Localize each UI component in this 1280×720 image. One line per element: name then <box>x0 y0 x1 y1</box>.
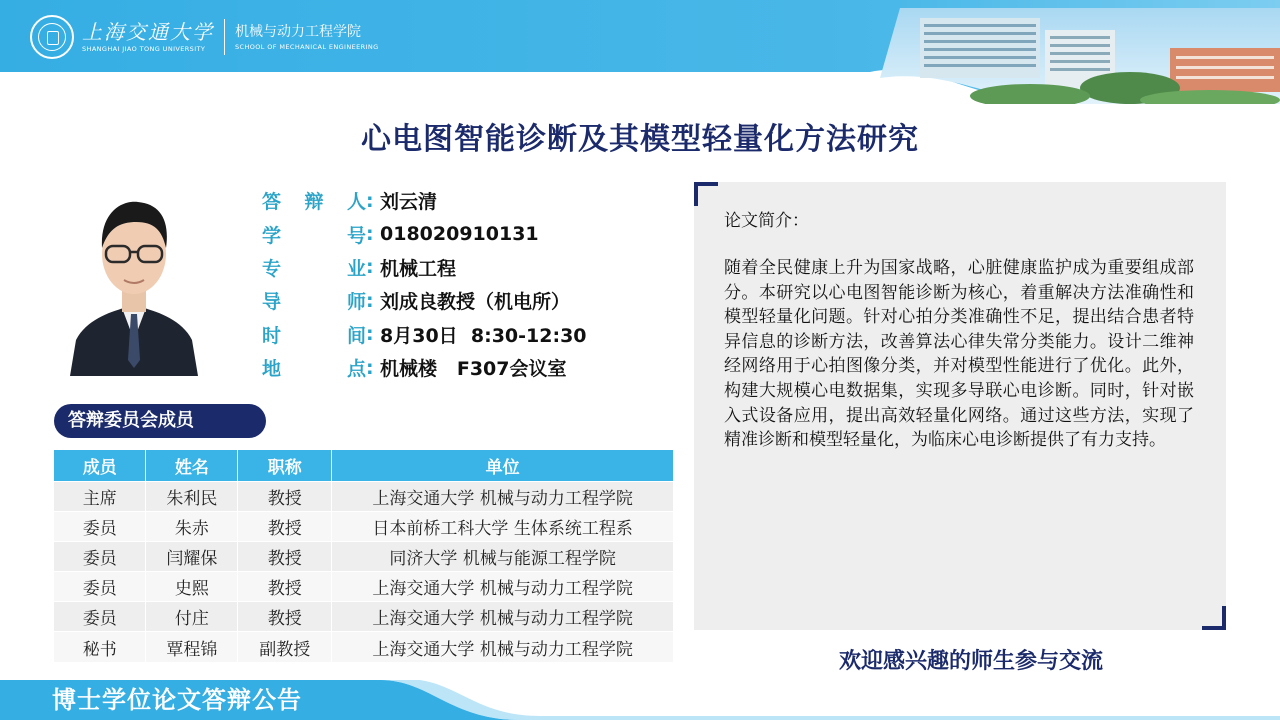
info-colon: : <box>366 256 374 279</box>
committee-table <box>54 450 674 662</box>
table-cell: 日本前桥工科大学 生体系统工程系 <box>332 511 674 541</box>
info-row-location <box>262 351 662 384</box>
page-title: 心电图智能诊断及其模型轻量化方法研究 <box>361 122 919 157</box>
info-label: 学 号 <box>262 224 366 247</box>
table-row <box>54 541 674 571</box>
table-row <box>54 481 674 511</box>
table-row <box>54 602 674 632</box>
table-header: 姓名 <box>146 450 238 481</box>
info-row-defender <box>262 184 662 217</box>
table-row <box>54 632 674 662</box>
university-name-en: SHANGHAI JIAO TONG UNIVERSITY <box>82 45 206 53</box>
info-value: 机械楼 F307会议室 <box>380 358 567 381</box>
table-row <box>54 511 674 541</box>
info-label: 时 间 <box>262 324 366 347</box>
welcome-message: 欢迎感兴趣的师生参与交流 <box>838 649 1103 674</box>
campus-photo <box>880 8 1280 104</box>
table-cell: 教授 <box>238 572 332 602</box>
table-cell: 委员 <box>54 572 146 602</box>
info-row-major <box>262 251 662 284</box>
table-cell: 闫耀保 <box>146 541 238 571</box>
info-value: 8月30日 8:30-12:30 <box>380 324 587 347</box>
table-cell: 副教授 <box>238 632 332 662</box>
table-header: 成员 <box>54 450 146 481</box>
table-header-row <box>54 450 674 481</box>
university-name <box>82 20 214 54</box>
table-cell: 上海交通大学 机械与动力工程学院 <box>332 572 674 602</box>
info-row-time <box>262 318 662 351</box>
info-colon: : <box>366 323 374 346</box>
table-cell: 付庄 <box>146 602 238 632</box>
table-row <box>54 572 674 602</box>
corner-bracket-top-left <box>694 182 718 206</box>
info-value: 018020910131 <box>380 223 539 246</box>
table-header: 单位 <box>332 450 674 481</box>
table-cell: 教授 <box>238 511 332 541</box>
school-name-en: SCHOOL OF MECHANICAL ENGINEERING <box>235 43 379 51</box>
logo-divider <box>224 19 225 55</box>
abstract-body: 随着全民健康上升为国家战略，心脏健康监护成为重要组成部分。本研究以心电图智能诊断为核心，着重解决方法准确性和模型轻量化问题。针对心拍分类准确性不足，提出结合患者特异信息的诊断方法，改善算法心律失常分类能力。设计二维神经网络用于心拍图像分类，并对模型性能进行了优化。此外，构建大规模心电数据集，实现多导联心电诊断。同时，针对嵌入式设备应用，提出高效轻量化网络。通过这些方法，实现了精准诊断和模型轻量化，为临床心电诊断提供了有力支持。 <box>724 258 1194 451</box>
university-name-cn: 上海交通大学 <box>82 20 214 44</box>
table-cell: 覃程锦 <box>146 632 238 662</box>
table-cell: 教授 <box>238 541 332 571</box>
table-cell: 朱赤 <box>146 511 238 541</box>
table-cell: 主席 <box>54 481 146 511</box>
candidate-info <box>262 184 662 384</box>
university-seal-icon <box>30 15 74 59</box>
table-cell: 秘书 <box>54 632 146 662</box>
table-cell: 教授 <box>238 481 332 511</box>
info-label: 答 辩 人 <box>262 191 366 214</box>
school-name <box>235 22 379 52</box>
candidate-photo <box>66 190 202 376</box>
table-cell: 上海交通大学 机械与动力工程学院 <box>332 602 674 632</box>
info-value: 刘云清 <box>380 191 438 214</box>
university-logo <box>30 12 379 62</box>
table-cell: 同济大学 机械与能源工程学院 <box>332 541 674 571</box>
info-value: 刘成良教授（机电所） <box>380 291 571 314</box>
info-label: 地 点 <box>262 358 366 381</box>
info-value: 机械工程 <box>380 257 457 280</box>
abstract-heading: 论文简介： <box>724 211 809 231</box>
table-cell: 委员 <box>54 541 146 571</box>
header-banner <box>0 0 1280 104</box>
school-name-cn: 机械与动力工程学院 <box>235 24 361 40</box>
footer-title: 博士学位论文答辩公告 <box>52 685 302 714</box>
info-row-student-id <box>262 217 662 250</box>
info-colon: : <box>366 356 374 379</box>
corner-bracket-bottom-right <box>1202 606 1226 630</box>
table-cell: 委员 <box>54 602 146 632</box>
info-colon: : <box>366 289 374 312</box>
table-cell: 上海交通大学 机械与动力工程学院 <box>332 481 674 511</box>
info-label: 专 业 <box>262 257 366 280</box>
info-row-advisor <box>262 284 662 317</box>
table-cell: 教授 <box>238 602 332 632</box>
table-cell: 委员 <box>54 511 146 541</box>
table-cell: 史熙 <box>146 572 238 602</box>
table-cell: 上海交通大学 机械与动力工程学院 <box>332 632 674 662</box>
info-colon: : <box>366 223 374 246</box>
committee-title: 答辩委员会成员 <box>54 404 266 438</box>
info-colon: : <box>366 189 374 212</box>
info-label: 导 师 <box>262 291 366 314</box>
table-header: 职称 <box>238 450 332 481</box>
table-cell: 朱利民 <box>146 481 238 511</box>
